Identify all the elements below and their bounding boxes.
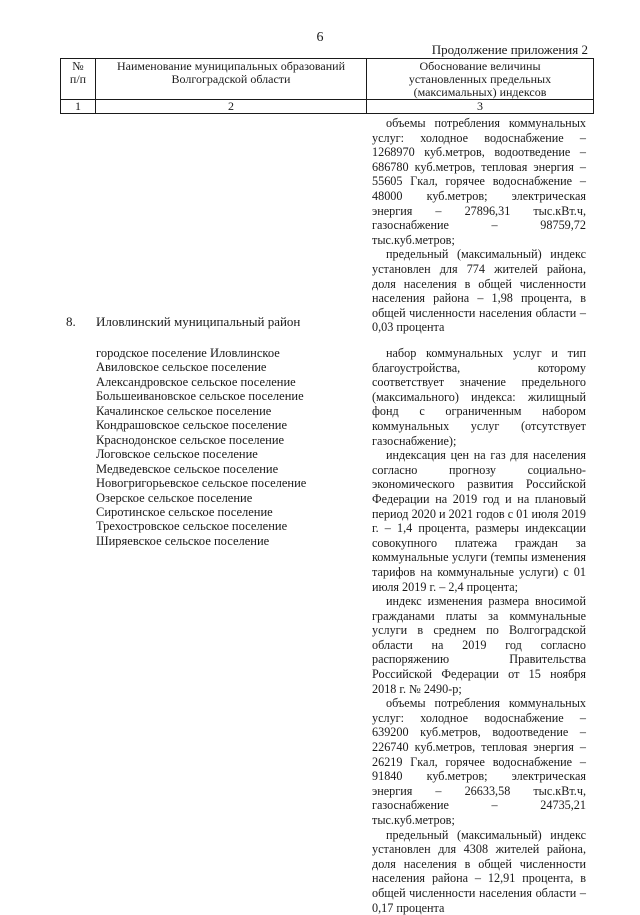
district-justification bbox=[372, 346, 586, 915]
paragraph: объемы потребления коммунальных услуг: холодное водоснабжение – 1268970 куб.метров, водоотведение – 686780 куб.метров, тепловая энергия – 55605 Гкал, горячее водоснабжение – 48000 куб.метров; электрическая энергия – 27896,31 тыс.кВт.ч, газоснабжение – 98759,72 тыс.куб.метров; bbox=[372, 116, 586, 247]
paragraph: набор коммунальных услуг и тип благоустройства, которому соответствует значение предельного (максимального) индекса: жилищный фонд с ограниченным набором коммунальных услуг (отсутствует газоснабжение); bbox=[372, 346, 586, 448]
list-item: Качалинское сельское поселение bbox=[96, 403, 272, 418]
paragraph: индекс изменения размера вносимой гражданами платы за коммунальные услуги в среднем по Волгоградской области на 2019 год согласно распоряжению Правительства Российской Федерации от 15 ноября 2018 г. № 2490-р; bbox=[372, 594, 586, 696]
header-text: № bbox=[72, 59, 84, 73]
previous-entry-justification bbox=[372, 116, 586, 335]
header-col-number bbox=[61, 59, 96, 100]
district-name: Иловлинский муниципальный район bbox=[96, 314, 301, 329]
column-number: 3 bbox=[367, 100, 594, 114]
column-number: 1 bbox=[61, 100, 96, 114]
header-text: Наименование муниципальных образований bbox=[116, 59, 346, 73]
list-item: Кондрашовское сельское поселение bbox=[96, 418, 288, 433]
header-col-name bbox=[96, 59, 367, 100]
paragraph: индексация цен на газ для населения согласно прогнозу социально-экономического развития Российской Федерации на 2019 год и на плановый период 2020 и 2021 годов с 01 июля 2019 г. – 1,4 процента, размеры индексации совокупного платежа граждан за коммунальные услуги (темпы изменения тарифов на коммунальные услуги) с 01 июля 2019 г. – 2,4 процента; bbox=[372, 448, 586, 594]
paragraph: объемы потребления коммунальных услуг: холодное водоснабжение – 639200 куб.метров, водоотведение – 226740 куб.метров, тепловая энергия – 26219 Гкал, горячее водоснабжение – 91840 куб.метров; электрическая энергия – 26633,58 тыс.кВт.ч, газоснабжение – 24735,21 тыс.куб.метров; bbox=[372, 696, 586, 827]
row-number: 8. bbox=[66, 314, 76, 329]
list-item: Новогригорьевское сельское поселение bbox=[96, 476, 307, 491]
settlement-list bbox=[96, 346, 306, 548]
page-number: 6 bbox=[316, 30, 324, 45]
paragraph: предельный (максимальный) индекс установлен для 774 жителей района, доля населения в общей численности населения района – 1,98 процента, в общей численности населения области – 0,03 процента bbox=[372, 247, 586, 335]
list-item: Озерское сельское поселение bbox=[96, 490, 253, 505]
header-text: установленных предельных bbox=[408, 72, 552, 86]
paragraph: предельный (максимальный) индекс установлен для 4308 жителей района, доля населения в общей численности населения района – 12,91 процента, в общей численности населения области – 0,17 процента bbox=[372, 827, 586, 915]
header-text: п/п bbox=[69, 72, 87, 86]
list-item: Медведевское сельское поселение bbox=[96, 461, 279, 476]
list-item: Большеивановское сельское поселение bbox=[96, 389, 304, 404]
header-text: (максимальных) индексов bbox=[413, 85, 547, 99]
header-text: Волгоградской области bbox=[171, 72, 291, 86]
column-number: 2 bbox=[96, 100, 367, 114]
list-item: Ширяевское сельское поселение bbox=[96, 533, 270, 548]
continuation-label: Продолжение приложения 2 bbox=[431, 42, 588, 57]
list-item: Александровское сельское поселение bbox=[96, 374, 296, 389]
table-header bbox=[60, 58, 594, 114]
header-text: Обоснование величины bbox=[419, 59, 541, 73]
header-col-justification bbox=[367, 59, 594, 100]
list-item: Трехостровское сельское поселение bbox=[96, 519, 288, 534]
list-item: Авиловское сельское поселение bbox=[96, 360, 267, 375]
list-item: Логовское сельское поселение bbox=[96, 447, 258, 462]
list-item: Краснодонское сельское поселение bbox=[96, 432, 285, 447]
list-item: городское поселение Иловлинское bbox=[96, 346, 280, 360]
list-item: Сиротинское сельское поселение bbox=[96, 504, 273, 519]
